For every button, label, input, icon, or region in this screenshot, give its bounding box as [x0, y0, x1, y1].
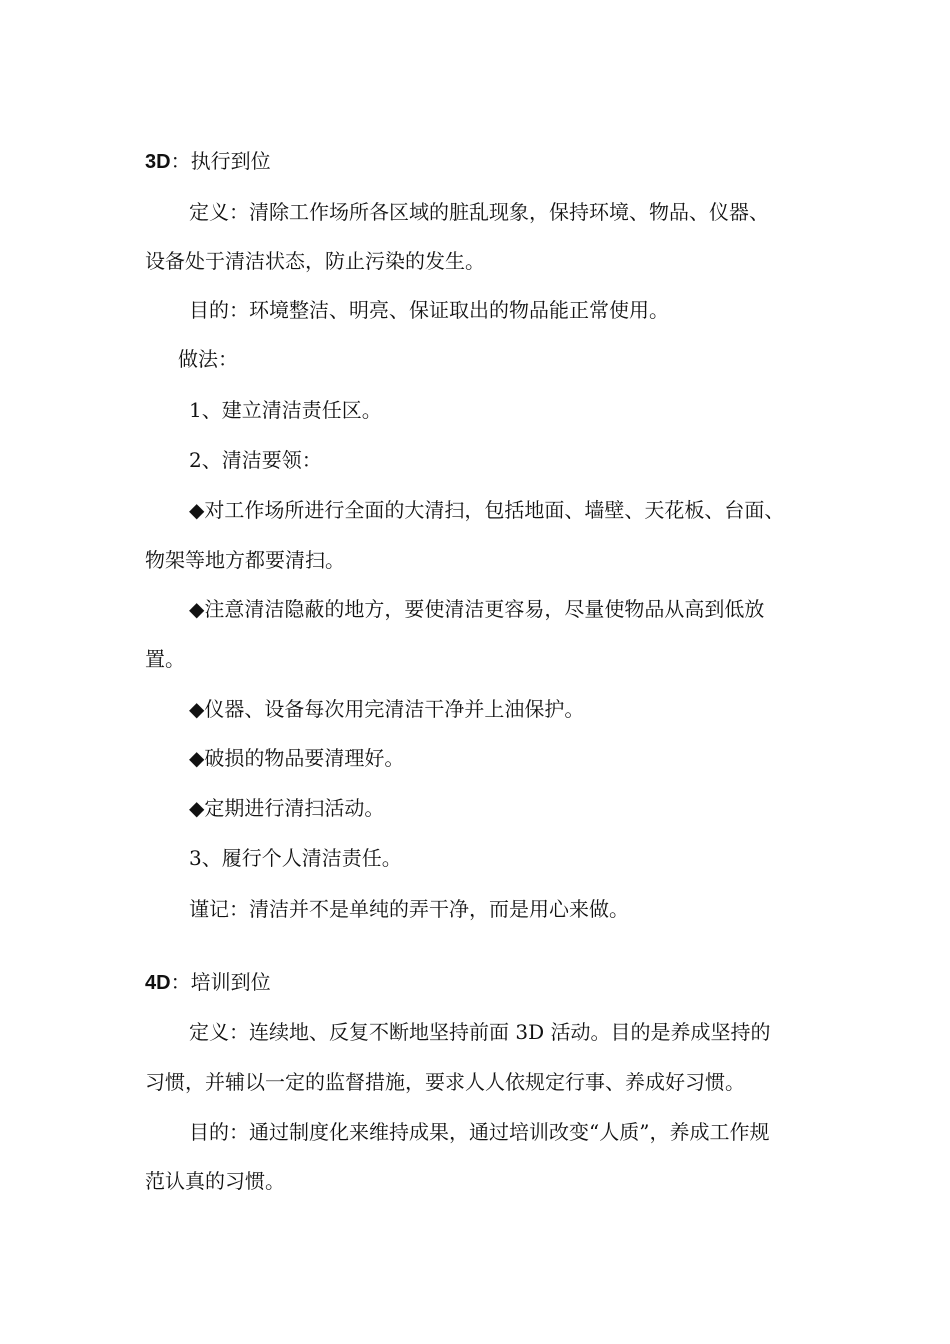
section-3d-item-3: 3、履行个人清洁责任。	[189, 846, 402, 870]
section-3d-bullet-1-line2: 物架等地方都要清扫。	[145, 548, 345, 572]
section-4d-purpose-line1: 目的：通过制度化来维持成果，通过培训改变“人质”，养成工作规	[189, 1120, 770, 1144]
section-4d-code: 4D	[145, 972, 171, 994]
section-4d-definition-line2: 习惯，并辅以一定的监督措施，要求人人依规定行事、养成好习惯。	[145, 1070, 745, 1094]
section-3d-item-1: 1、建立清洁责任区。	[189, 398, 382, 422]
section-4d-purpose-line2: 范认真的习惯。	[145, 1169, 285, 1193]
section-3d-title: ：执行到位	[170, 149, 271, 173]
section-3d-heading	[145, 148, 271, 175]
section-3d-bullet-2-line2: 置。	[145, 647, 185, 671]
section-3d-method-label: 做法：	[178, 347, 238, 371]
section-4d-definition-line1: 定义：连续地、反复不断地坚持前面 3D 活动。目的是养成坚持的	[189, 1020, 771, 1044]
section-3d-definition-line2: 设备处于清洁状态，防止污染的发生。	[145, 249, 485, 273]
section-4d-title: ：培训到位	[170, 970, 271, 994]
section-3d-bullet-3: ◆仪器、设备每次用完清洁干净并上油保护。	[189, 697, 585, 721]
section-3d-bullet-5: ◆定期进行清扫活动。	[189, 796, 385, 820]
section-3d-code: 3D	[145, 151, 171, 173]
section-3d-reminder: 谨记：清洁并不是单纯的弄干净，而是用心来做。	[189, 897, 629, 921]
section-3d-bullet-1-line1: ◆对工作场所进行全面的大清扫，包括地面、墙壁、天花板、台面、	[189, 498, 785, 522]
section-3d-item-2: 2、清洁要领：	[189, 448, 322, 472]
section-3d-bullet-4: ◆破损的物品要清理好。	[189, 746, 405, 770]
section-3d-bullet-2-line1: ◆注意清洁隐蔽的地方，要使清洁更容易，尽量使物品从高到低放	[189, 597, 765, 621]
section-4d-heading	[145, 969, 271, 996]
section-3d-purpose: 目的：环境整洁、明亮、保证取出的物品能正常使用。	[189, 298, 669, 322]
section-3d-definition-line1: 定义：清除工作场所各区域的脏乱现象，保持环境、物品、仪器、	[189, 200, 769, 224]
